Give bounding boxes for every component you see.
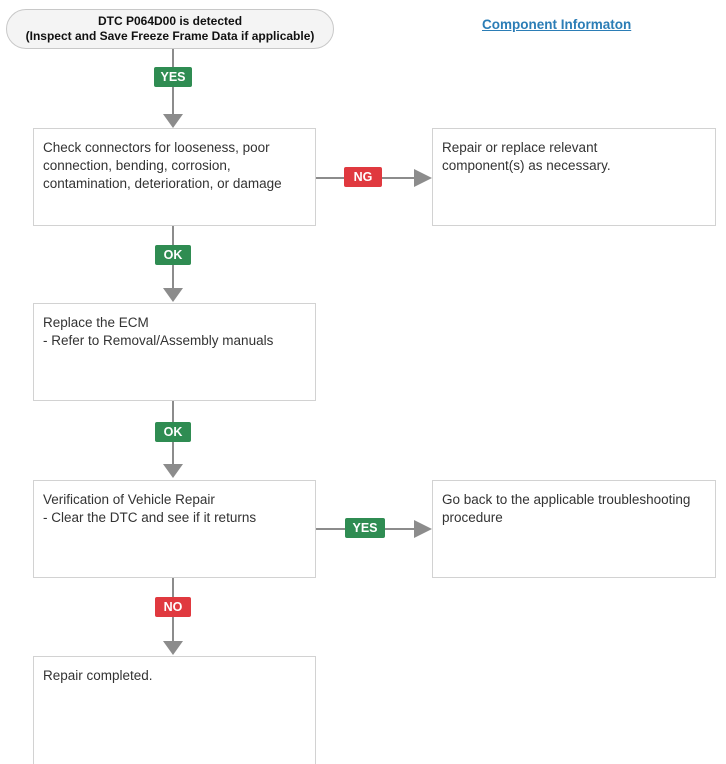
step-check-line: Check connectors for looseness, poor <box>43 140 270 155</box>
ng-badge: NG <box>344 167 382 187</box>
arrow-down-icon <box>163 114 183 128</box>
yes-badge-verify: YES <box>345 518 385 538</box>
step-verification-line: - Clear the DTC and see if it returns <box>43 510 257 525</box>
step-go-back <box>432 480 716 578</box>
step-verification <box>33 480 316 578</box>
step-goback-line: procedure <box>442 510 503 525</box>
arrow-right-icon <box>414 520 432 538</box>
ok-badge-1: OK <box>155 245 191 265</box>
step-repair-completed <box>33 656 316 764</box>
start-node <box>6 9 334 49</box>
step-ecm-line: - Refer to Removal/Assembly manuals <box>43 333 274 348</box>
step-repair-line: component(s) as necessary. <box>442 158 611 173</box>
arrow-down-icon <box>163 464 183 478</box>
step-check-line: contamination, deterioration, or damage <box>43 176 282 191</box>
step-verification-line: Verification of Vehicle Repair <box>43 492 215 507</box>
no-badge: NO <box>155 597 191 617</box>
start-title: DTC P064D00 is detected <box>97 14 243 28</box>
arrow-right-icon <box>414 169 432 187</box>
start-subtitle: (Inspect and Save Freeze Frame Data if applicable) <box>25 29 315 43</box>
yes-badge-start: YES <box>154 67 192 87</box>
step-ecm-line: Replace the ECM <box>43 315 149 330</box>
arrow-down-icon <box>163 288 183 302</box>
step-replace-ecm <box>33 303 316 401</box>
step-check-line: connection, bending, corrosion, <box>43 158 231 173</box>
component-information-link[interactable]: Component Informaton <box>482 17 632 32</box>
arrow-down-icon <box>163 641 183 655</box>
step-completed-line: Repair completed. <box>43 668 153 683</box>
step-repair-replace <box>432 128 716 226</box>
step-repair-line: Repair or replace relevant <box>442 140 598 155</box>
ok-badge-2: OK <box>155 422 191 442</box>
step-check-connectors <box>33 128 316 226</box>
step-goback-line: Go back to the applicable troubleshooting <box>442 492 691 507</box>
